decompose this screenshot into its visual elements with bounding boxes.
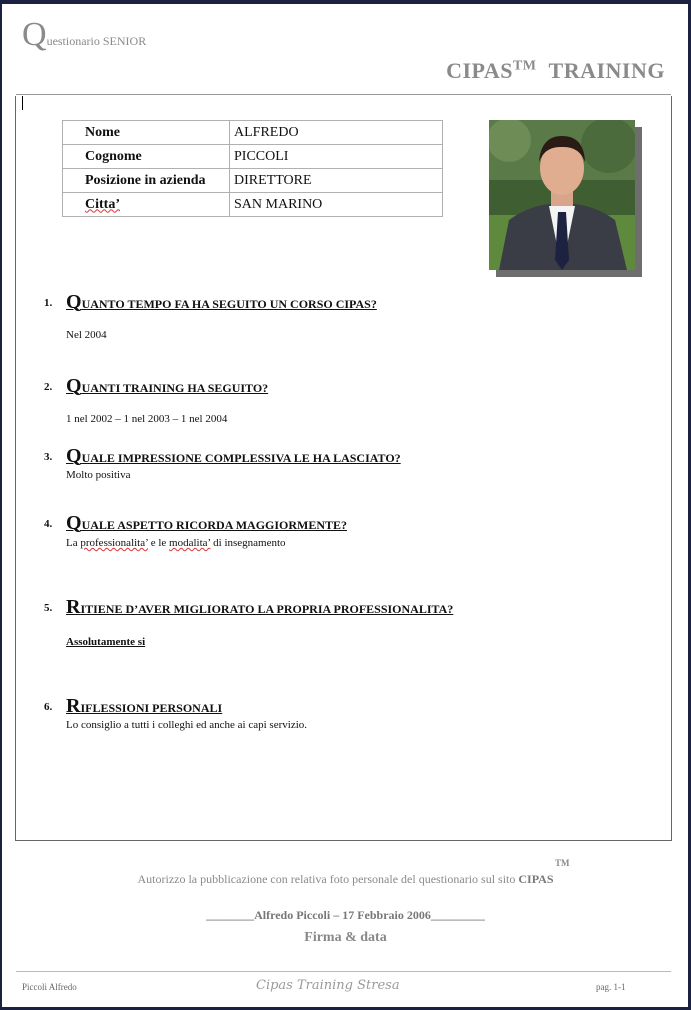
question-number: 3. [44,451,53,463]
authorization-tm: TM [555,858,570,868]
brand-tm: TM [512,58,537,74]
portrait-image [489,120,635,270]
question-answer: Molto positiva [66,469,131,481]
question-number: 6. [44,701,53,713]
signature-line: ________Alfredo Piccoli – 17 Febbraio 2006_________ [206,908,485,922]
profile-label: Cognome [63,145,230,169]
text-cursor [22,96,23,110]
question-answer: Nel 2004 [66,329,107,341]
profile-label: Posizione in azienda [63,169,230,193]
signature-caption: Firma & data [304,930,387,945]
profile-value: PICCOLI [230,145,443,169]
question-answer: Assolutamente si [66,636,146,648]
question-number: 1. [44,297,53,309]
profile-table [62,120,443,217]
question-title: QUALE IMPRESSIONE COMPLESSIVA LE HA LASCIATO? [66,445,401,467]
footer-page-number: pag. 1-1 [596,982,626,992]
question-answer: La professionalita’ e le modalita’ di insegnamento [66,537,286,549]
question-title: QUANTO TEMPO FA HA SEGUITO UN CORSO CIPAS? [66,291,377,313]
footer-author: Piccoli Alfredo [22,982,77,992]
table-row [63,193,443,217]
document-body[interactable] [15,96,672,841]
question-answer: 1 nel 2002 – 1 nel 2003 – 1 nel 2004 [66,413,228,425]
question-title: QUALE ASPETTO RICORDA MAGGIORMENTE? [66,512,348,534]
question-number: 2. [44,381,53,393]
brand-logo [446,58,665,84]
brand-name: CIPAS [446,58,513,83]
profile-value: SAN MARINO [230,193,443,217]
profile-label: Nome [63,121,230,145]
window-frame-top [0,0,691,4]
question-title: RITIENE D’AVER MIGLIORATO LA PROPRIA PROFESSIONALITA? [66,596,454,618]
table-row [63,169,443,193]
question-number: 5. [44,602,53,614]
profile-value: DIRETTORE [230,169,443,193]
question-number: 4. [44,518,53,530]
profile-label: Citta’ [63,193,230,217]
footer-divider [16,971,671,972]
title-rest: uestionario SENIOR [46,34,147,48]
question-title: QUANTI TRAINING HA SEGUITO? [66,375,269,397]
document-title [22,18,146,52]
authorization-statement: Autorizzo la pubblicazione con relativa foto personale del questionario sul sito CIPAS [137,872,554,886]
table-row [63,145,443,169]
header-divider [16,94,671,95]
table-row [63,121,443,145]
brand-suffix: TRAINING [548,58,665,83]
footer-organization: Cipas Training Stresa [256,978,400,993]
window-frame-left [0,0,2,1010]
question-title: RIFLESSIONI PERSONALI [66,695,223,717]
profile-photo [489,120,635,270]
title-initial: Q [22,16,47,53]
question-answer: Lo consiglio a tutti i colleghi ed anche ai capi servizio. [66,719,308,731]
profile-value: ALFREDO [230,121,443,145]
